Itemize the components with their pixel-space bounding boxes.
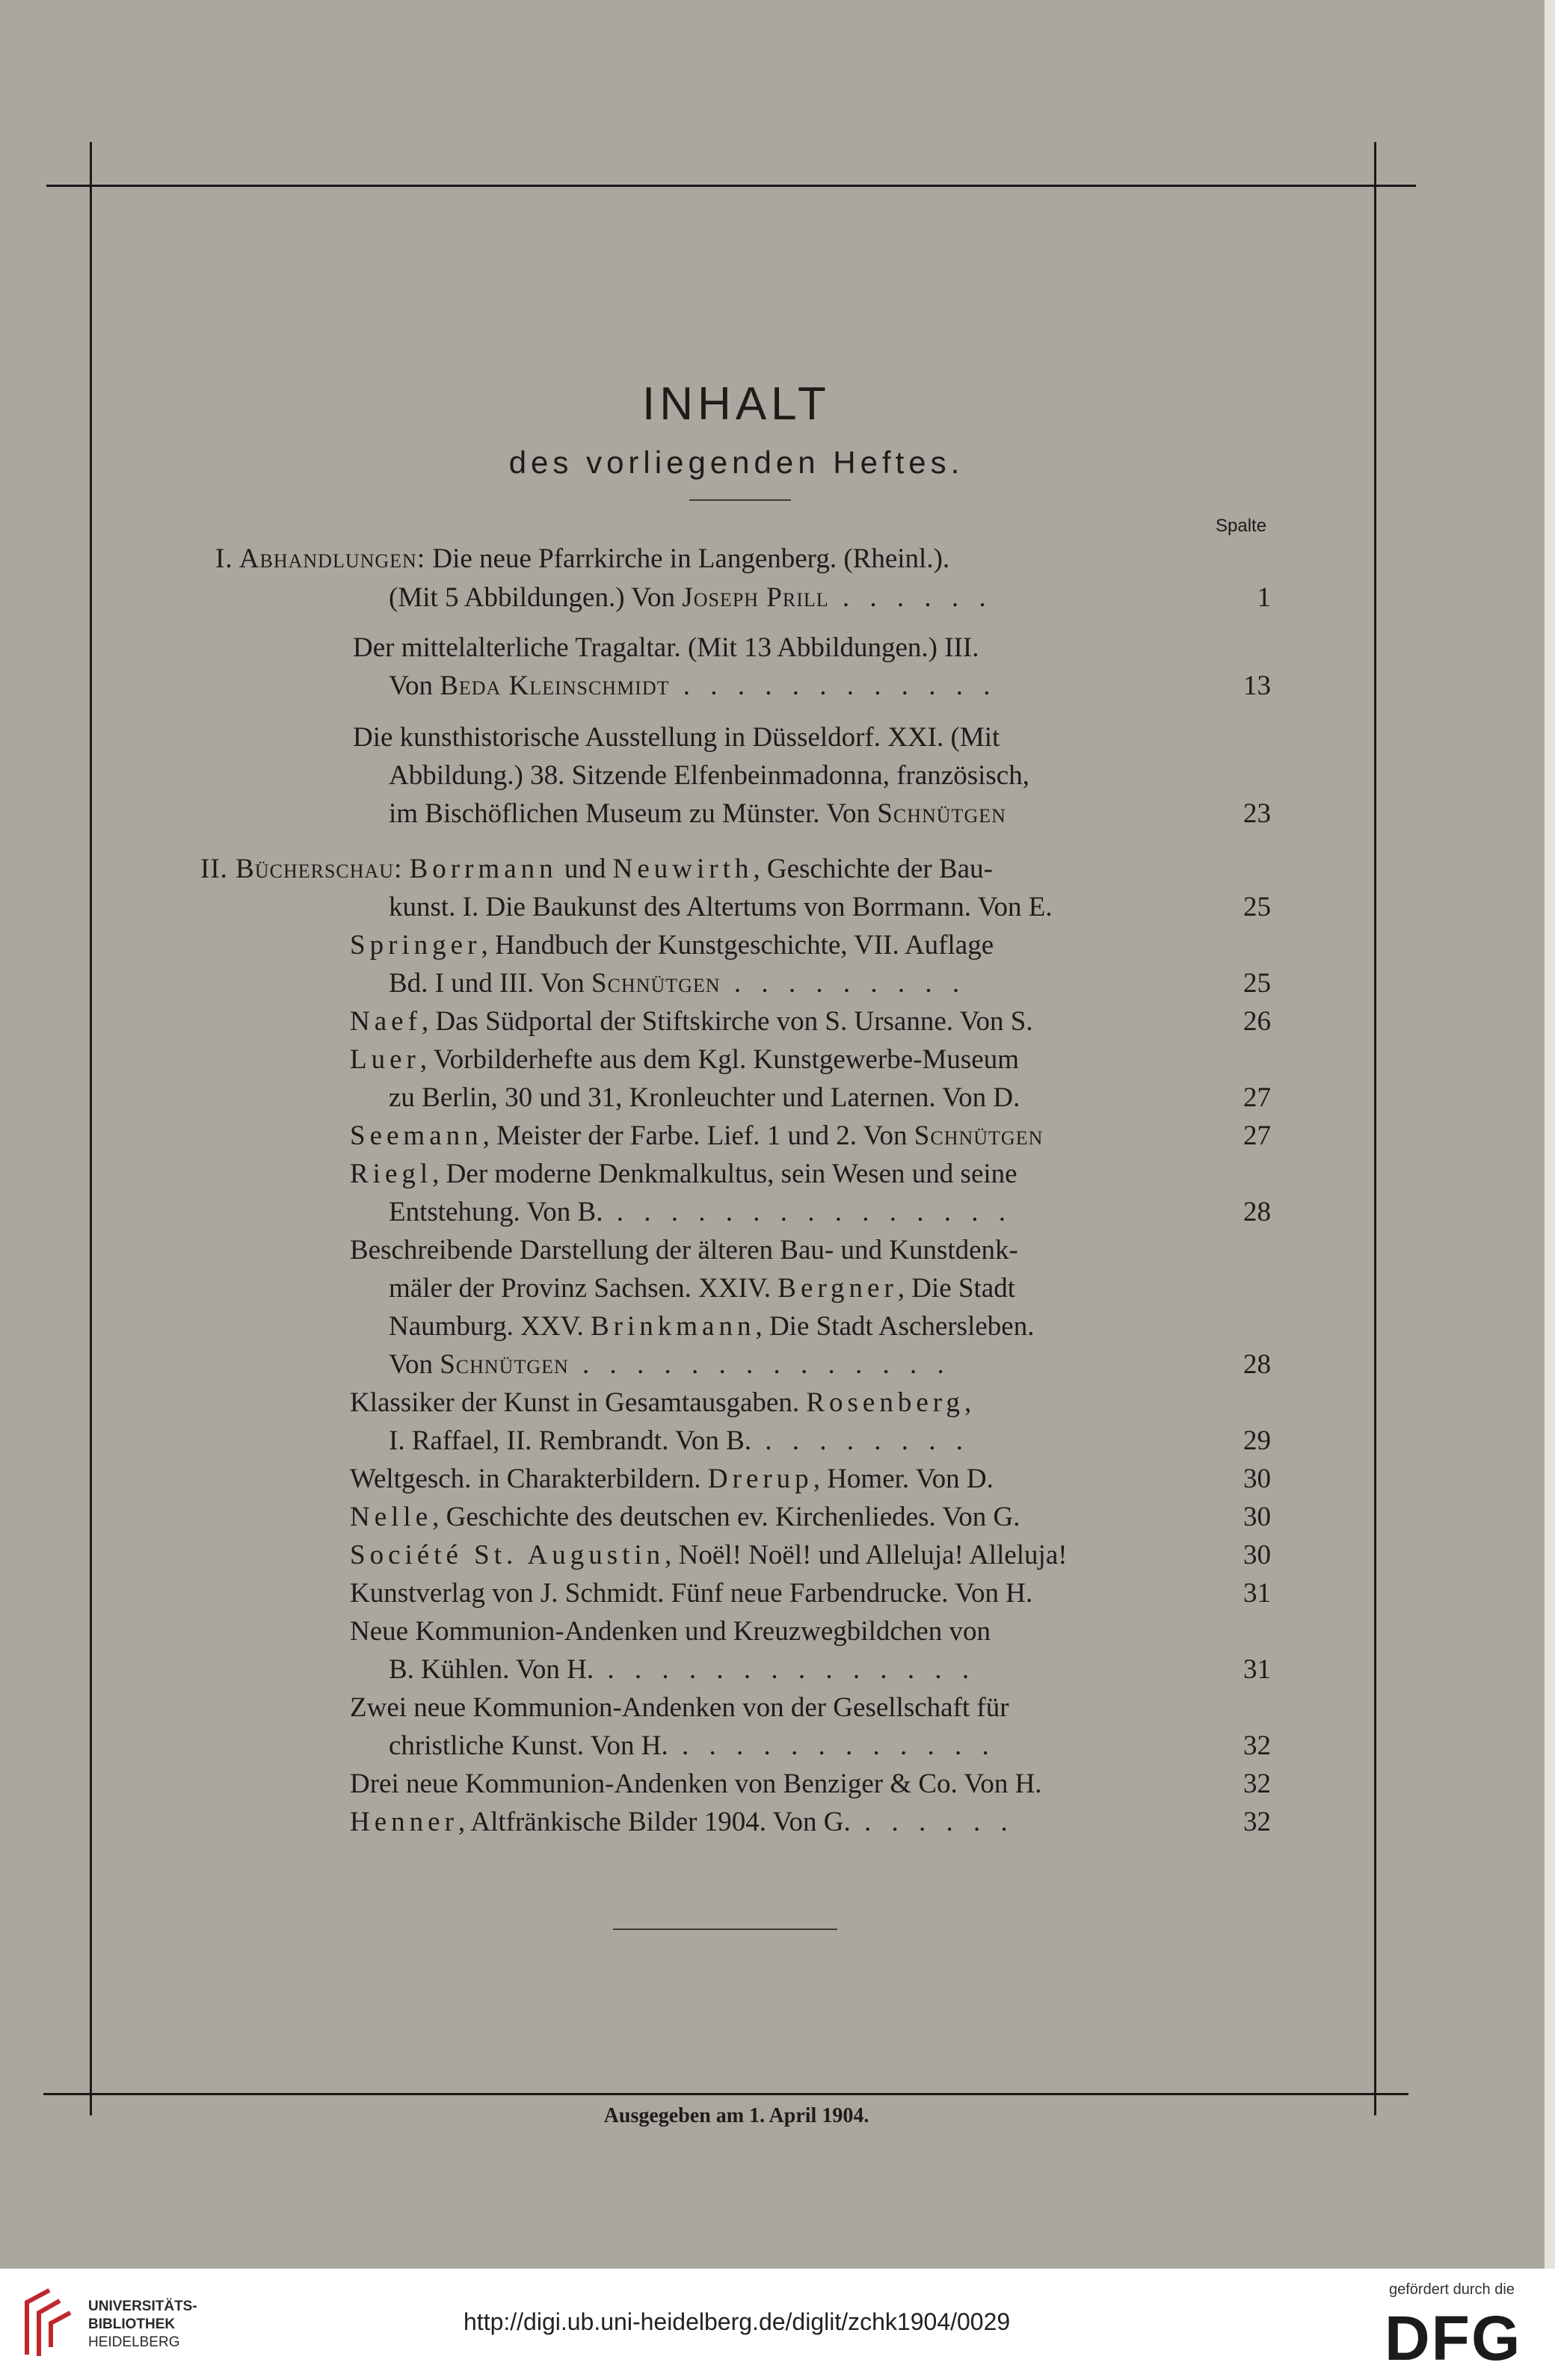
dfg-logo[interactable]: DFG — [1385, 2303, 1522, 2373]
entry-text: Bd. I und III. Von — [389, 968, 591, 999]
toc-entry — [350, 927, 994, 964]
author-name: Henner — [350, 1807, 458, 1837]
entry-text: christliche Kunst. Von H. — [389, 1730, 668, 1761]
toc-entry-line — [389, 1308, 1034, 1345]
entry-text: Von — [389, 1349, 440, 1380]
entry-text: Entstehung. Von B. — [389, 1197, 603, 1227]
page-number: 32 — [1243, 1807, 1271, 1837]
author-name: Bergner — [778, 1273, 898, 1304]
frame-left-rule — [90, 142, 92, 2115]
toc-entry — [350, 1766, 1042, 1803]
page-number: 1 — [1257, 582, 1271, 613]
entry-text: , Die Stadt — [897, 1273, 1016, 1304]
author-name: Luer — [350, 1044, 420, 1075]
entry-text: Kunstverlag von J. Schmidt. Fünf neue Farbendrucke. Von H. — [350, 1578, 1033, 1609]
toc-entry-line — [389, 965, 966, 1002]
entry-text: , Geschichte des deutschen ev. Kirchenliedes. Von G. — [432, 1502, 1020, 1532]
entry-text: , Das Südportal der Stiftskirche von S. Ursanne. Von S. — [421, 1006, 1033, 1037]
author-name: Springer — [350, 930, 481, 961]
entry-text: , Geschichte der Bau- — [753, 854, 993, 884]
entry-text: Von — [389, 670, 440, 701]
entry-text: I. Raffael, II. Rembrandt. Von B. — [389, 1425, 752, 1456]
page-number: 26 — [1243, 1006, 1271, 1037]
leader-dots: . . . . . . . . . . . . . . . — [603, 1197, 1012, 1227]
author-name: Nelle — [350, 1502, 433, 1532]
entry-text: kunst. I. Die Baukunst des Altertums von Borrmann. Von E. — [389, 892, 1053, 922]
frame-top-rule — [46, 185, 1416, 187]
entry-text: , — [964, 1387, 972, 1418]
entry-text: im Bischöflichen Museum zu Münster. Von — [389, 798, 878, 829]
leader-dots: . . . . . . — [828, 582, 993, 613]
funding-note: gefördert durch die — [1389, 2281, 1515, 2298]
entry-text: mäler der Provinz Sachsen. XXIV. — [389, 1273, 778, 1304]
author-name: Drerup — [707, 1464, 813, 1494]
page-number: 32 — [1243, 1769, 1271, 1799]
closing-divider — [613, 1929, 837, 1930]
entry-text: Der mittelalterliche Tragaltar. (Mit 13 Abbildungen.) III. — [353, 632, 979, 663]
author-name: Joseph Prill — [682, 582, 829, 613]
toc-entry — [350, 1003, 1033, 1041]
toc-entry — [350, 1117, 1043, 1155]
university-library-logo-icon[interactable] — [16, 2287, 78, 2362]
entry-text: Die kunsthistorische Ausstellung in Düsseldorf. XXI. (Mit — [353, 722, 1000, 753]
page-number: 29 — [1243, 1425, 1271, 1456]
column-label: Spalte — [1216, 516, 1267, 536]
author-name: Seemann — [350, 1120, 483, 1151]
entry-text: , Der moderne Denkmalkultus, sein Wesen und seine — [432, 1159, 1017, 1189]
author-name: Schnütgen — [440, 1349, 569, 1380]
entry-text: , Meister der Farbe. Lief. 1 und 2. Von — [482, 1120, 914, 1151]
toc-entry-line — [389, 1346, 951, 1384]
entry-text: , Vorbilderhefte aus dem Kgl. Kunstgewerbe-Museum — [419, 1044, 1020, 1075]
leader-dots: . . . . . . . . . . . . — [669, 670, 997, 701]
entry-text: , Handbuch der Kunstgeschichte, VII. Auflage — [481, 930, 994, 961]
issue-date: Ausgegeben am 1. April 1904. — [603, 2104, 869, 2127]
entry-text: Naumburg. XXV. — [389, 1311, 591, 1342]
author-name: Société St. Augustin — [350, 1540, 665, 1570]
entry-text: Drei neue Kommunion-Andenken von Benziger & Co. Von H. — [350, 1769, 1042, 1799]
toc-entry — [215, 540, 949, 578]
entry-text: und — [557, 854, 613, 884]
toc-entry — [350, 1156, 1017, 1193]
entry-text: Zwei neue Kommunion-Andenken von der Gesellschaft für — [350, 1692, 1009, 1723]
toc-entry — [350, 1041, 1019, 1079]
toc-entry — [353, 629, 979, 667]
frame-bottom-rule — [43, 2093, 1408, 2095]
page-number: 28 — [1243, 1197, 1271, 1227]
entry-text: Abbildung.) 38. Sitzende Elfenbeinmadonna, französisch, — [389, 760, 1029, 791]
frame-right-rule — [1374, 142, 1376, 2115]
toc-entry-line — [389, 1079, 1020, 1117]
toc-entry — [200, 851, 993, 888]
toc-entry-line — [389, 1194, 1012, 1231]
page-number: 30 — [1243, 1502, 1271, 1532]
leader-dots: . . . . . . . . . . . . . . — [568, 1349, 951, 1380]
toc-entry-line — [389, 1651, 976, 1689]
toc-entry — [350, 1232, 1018, 1269]
page-number: 25 — [1243, 892, 1271, 922]
section-label: I. Abhandlungen: — [215, 543, 426, 574]
author-name: Schnütgen — [591, 968, 721, 999]
toc-entry — [350, 1461, 994, 1498]
library-name — [88, 2298, 197, 2352]
toc-entry — [350, 1384, 971, 1422]
toc-entry — [350, 1689, 1009, 1727]
toc-entry-line — [389, 1422, 970, 1460]
toc-entry — [353, 719, 1000, 756]
page-number: 30 — [1243, 1540, 1271, 1570]
leader-dots: . . . . . . . . . . . . — [668, 1730, 996, 1761]
entry-text: , Die Stadt Aschersleben. — [755, 1311, 1035, 1342]
author-name: Neuwirth — [612, 854, 754, 884]
entry-text: (Mit 5 Abbildungen.) Von — [389, 582, 683, 613]
toc-entry-line — [389, 757, 1029, 795]
page-number: 31 — [1243, 1654, 1271, 1685]
toc-entry — [350, 1575, 1032, 1612]
library-name-line: BIBLIOTHEK — [88, 2316, 176, 2332]
permalink[interactable]: http://digi.ub.uni-heidelberg.de/diglit/zchk1904/0029 — [464, 2308, 1011, 2335]
toc-entry — [350, 1537, 1068, 1574]
page-number: 30 — [1243, 1464, 1271, 1494]
leader-dots: . . . . . . — [850, 1807, 1014, 1837]
toc-entry-line — [389, 668, 997, 705]
page-number: 25 — [1243, 968, 1271, 999]
page-title: INHALT — [642, 378, 831, 430]
author-name: Schnütgen — [877, 798, 1006, 829]
author-name: Brinkmann — [590, 1311, 756, 1342]
toc-entry-line — [389, 889, 1053, 926]
toc-entry-line — [389, 579, 993, 617]
leader-dots: . . . . . . . . . . . . . . — [594, 1654, 976, 1685]
author-name: Rosenberg — [806, 1387, 964, 1418]
page-subtitle: des vorliegenden Heftes. — [508, 445, 964, 480]
entry-text: Neue Kommunion-Andenken und Kreuzwegbildchen von — [350, 1616, 991, 1647]
toc-entry-line — [389, 1270, 1015, 1307]
entry-text: , Homer. Von D. — [813, 1464, 994, 1494]
entry-text: Klassiker der Kunst in Gesamtausgaben. — [350, 1387, 807, 1418]
entry-text: zu Berlin, 30 und 31, Kronleuchter und Laternen. Von D. — [389, 1082, 1020, 1113]
author-name: Riegl — [350, 1159, 433, 1189]
page-number: 27 — [1243, 1082, 1271, 1113]
entry-text: B. Kühlen. Von H. — [389, 1654, 594, 1685]
entry-text: Die neue Pfarrkirche in Langenberg. (Rheinl.). — [432, 543, 950, 574]
author-name: Schnütgen — [914, 1120, 1044, 1151]
section-label: II. Bücherschau: — [200, 854, 403, 884]
author-name: Naef — [350, 1006, 422, 1037]
page-edge — [1545, 0, 1555, 2269]
entry-text: Beschreibende Darstellung der älteren Bau- und Kunstdenk- — [350, 1235, 1018, 1265]
entry-text: Weltgesch. in Charakterbildern. — [350, 1464, 708, 1494]
toc-entry — [350, 1499, 1020, 1536]
page-number: 31 — [1243, 1578, 1271, 1609]
leader-dots: . . . . . . . . . — [720, 968, 967, 999]
toc-entry — [350, 1613, 991, 1650]
entry-text: , Altfränkische Bilder 1904. Von G. — [458, 1807, 851, 1837]
author-name: Beda Kleinschmidt — [440, 670, 670, 701]
title-divider — [689, 499, 791, 501]
page-number: 28 — [1243, 1349, 1271, 1380]
page-number: 23 — [1243, 798, 1271, 829]
entry-text: , Noël! Noël! und Alleluja! Alleluja! — [665, 1540, 1068, 1570]
page-number: 13 — [1243, 670, 1271, 701]
page-number: 27 — [1243, 1120, 1271, 1151]
toc-entry — [350, 1804, 1014, 1841]
page-number: 32 — [1243, 1730, 1271, 1761]
toc-entry-line — [389, 795, 1006, 833]
author-name: Borrmann — [409, 854, 558, 884]
library-name-line: UNIVERSITÄTS- — [88, 2299, 197, 2314]
leader-dots: . . . . . . . . — [751, 1425, 970, 1456]
toc-entry-line — [389, 1727, 996, 1765]
library-name-line: HEIDELBERG — [88, 2334, 180, 2350]
